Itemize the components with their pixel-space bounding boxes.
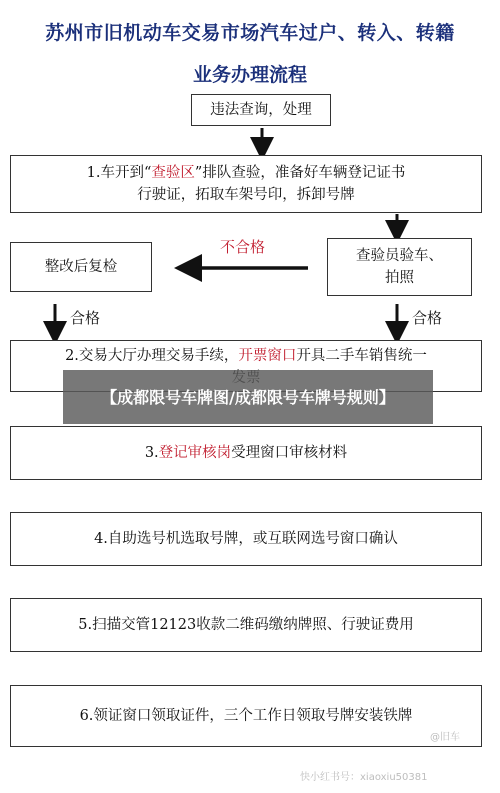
step-1-inspection-area (10, 155, 482, 213)
step-3-registration-review: 3.登记审核岗受理窗口审核材料 (10, 426, 482, 480)
watermark-account: 快小红书号：xiaoxiu50381 (300, 772, 428, 783)
pass-label-left: 合格 (70, 309, 101, 327)
flow-title-line2: 业务办理流程 (192, 64, 307, 86)
step-3-highlight: 登记审核岗 (158, 445, 232, 461)
caption-overlay: 【成都限号车牌图/成都限号车牌号规则】 (63, 370, 433, 424)
step-5-fee-payment: 5.扫描交管12123收款二维码缴纳牌照、行驶证费用 (10, 598, 482, 652)
step-1-line2: 行驶证，拓取车架号印，拆卸号牌 (137, 187, 355, 203)
step-2-highlight: 开票窗口 (238, 348, 297, 364)
inspector-box: 查验员验车、 拍照 (327, 238, 472, 296)
watermark-logo: @旧车 (430, 732, 460, 743)
recheck-box: 整改后复检 (10, 242, 152, 292)
step-6-collect-documents: 6.领证窗口领取证件，三个工作日领取号牌安装铁牌 (10, 685, 482, 747)
step-2-line1: 2.交易大厅办理交易手续，开票窗口开具二手车销售统一 (65, 348, 427, 364)
step-1-line1: 1.车开到“查验区”排队查验，准备好车辆登记证书 (86, 165, 406, 181)
step-4-plate-selection: 4.自助选号机选取号牌，或互联网选号窗口确认 (10, 512, 482, 566)
fail-label: 不合格 (220, 238, 266, 256)
step-violation-check-text: 违法查询，处理 (210, 102, 312, 118)
step-violation-check (191, 94, 331, 126)
pass-label-right: 合格 (412, 309, 443, 327)
flow-title-line1: 苏州市旧机动车交易市场汽车过户、转入、转籍 (45, 22, 455, 44)
step-1-highlight: 查验区 (151, 165, 195, 181)
